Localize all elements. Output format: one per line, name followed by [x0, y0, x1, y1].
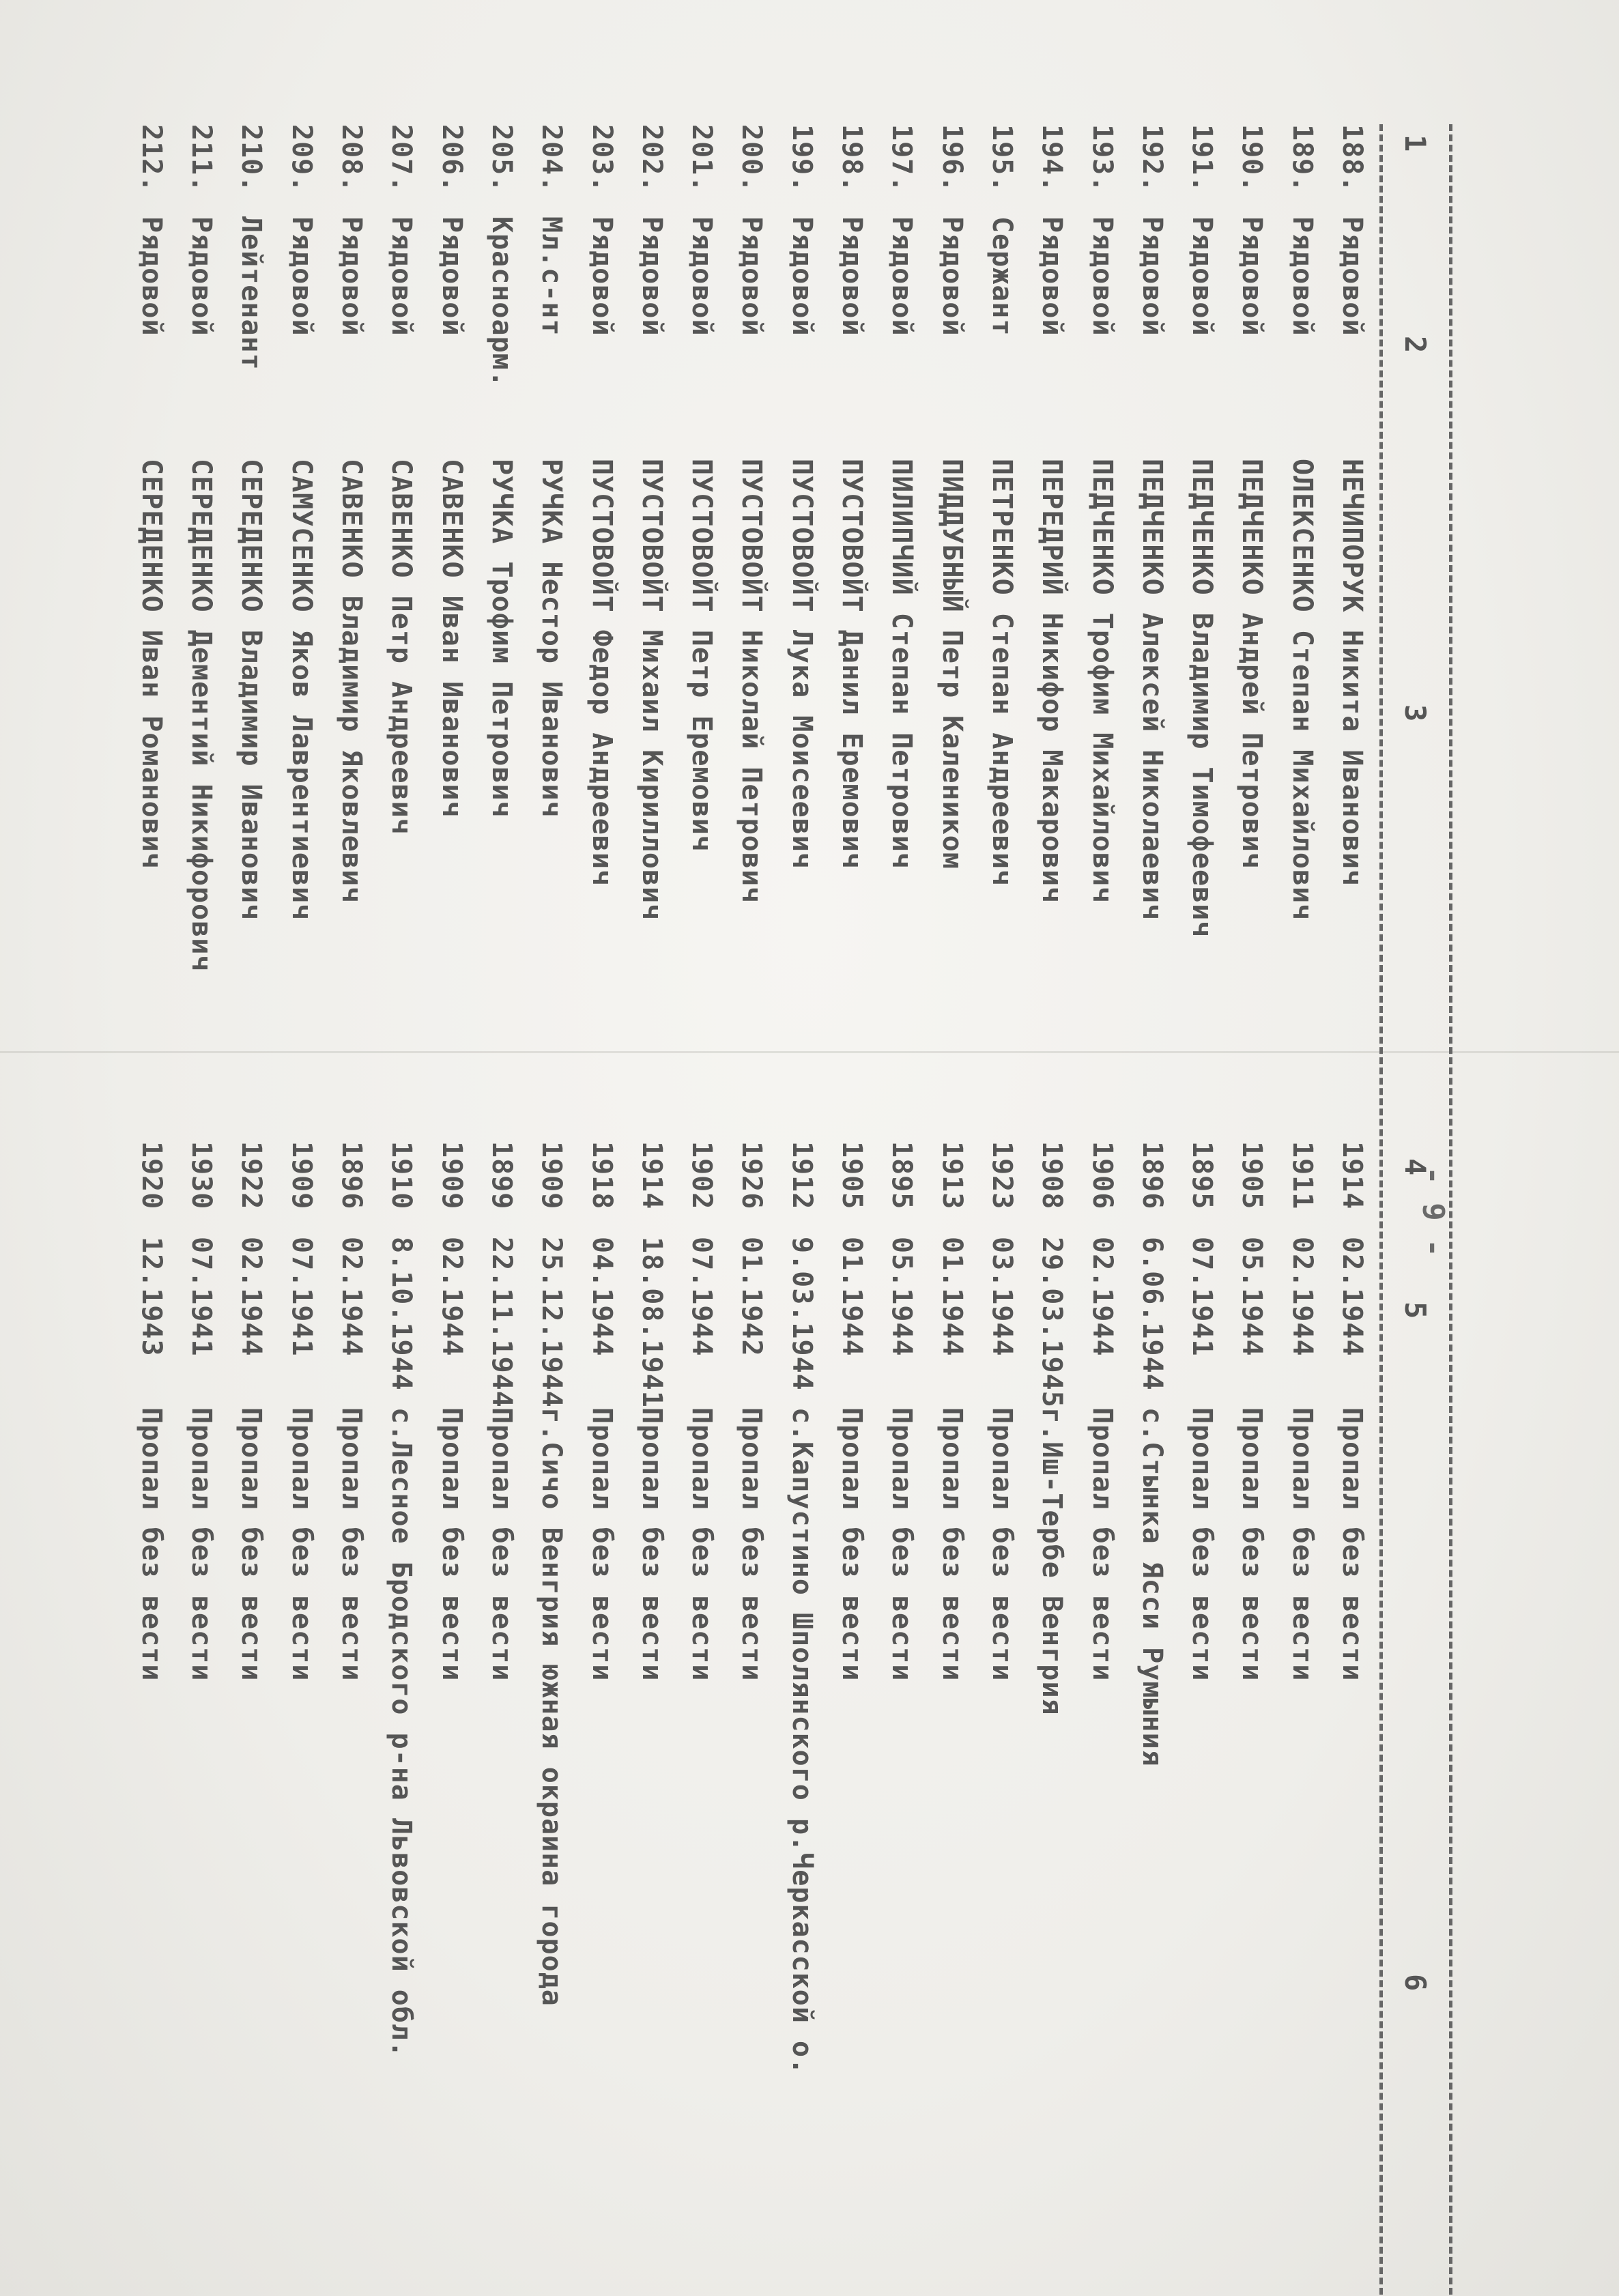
table-row [1322, 124, 1372, 2295]
table-row [1172, 124, 1222, 2295]
row-number: 191. [1186, 124, 1218, 193]
row-number: 209. [285, 124, 317, 193]
row-note: Пропал без вести [485, 1407, 517, 1682]
row-date: 9.03.1944 [786, 1237, 818, 1391]
row-rank: Рядовой [135, 216, 167, 336]
row-date: 8.10.1944 [386, 1237, 418, 1391]
row-note: Пропал без вести [1186, 1407, 1218, 1682]
row-number: 199. [786, 124, 818, 193]
row-rank: Красноарм. [485, 216, 517, 388]
column-header-3: 3 [1399, 704, 1433, 722]
table-row [622, 124, 672, 2295]
row-note: с.Стынка Ясси Румыния [1136, 1407, 1168, 1767]
row-number: 210. [235, 124, 268, 193]
row-name: ОЛЕКСЕНКО Степан Михайлович [1286, 459, 1318, 921]
row-birth-year: 1922 [235, 1141, 268, 1210]
row-name: ПИЛИПЧИЙ Степан Петрович [886, 459, 918, 870]
row-birth-year: 1906 [1086, 1141, 1118, 1210]
row-date: 01.1942 [736, 1237, 768, 1357]
row-rank: Лейтенант [235, 216, 268, 371]
row-name: ПУСТОВОЙТ Федор Андреевич [586, 459, 618, 887]
table-row [972, 124, 1022, 2295]
row-note: Пропал без вести [836, 1407, 868, 1682]
table-row [1022, 124, 1072, 2295]
row-name: СЕРЕДЕНКО Владимир Иванович [235, 459, 268, 921]
row-name: ПУСТОВОЙТ Петр Еремович [686, 459, 718, 852]
table-row [721, 124, 771, 2295]
row-number: 203. [586, 124, 618, 193]
row-note: Пропал без вести [1086, 1407, 1118, 1682]
table-row [571, 124, 621, 2295]
row-name: ПУСТОВОЙТ Михаил Кириллович [635, 459, 668, 921]
row-rank: Рядовой [836, 216, 868, 336]
row-date: 02.1944 [435, 1237, 468, 1357]
row-rank: Рядовой [635, 216, 668, 336]
row-date: 07.1941 [186, 1237, 218, 1357]
row-rank: Рядовой [1136, 216, 1168, 336]
table-row [171, 124, 221, 2295]
table-row [1122, 124, 1172, 2295]
column-header-row [1391, 124, 1440, 2295]
row-date: 03.1944 [986, 1237, 1018, 1357]
row-date: 01.1944 [836, 1237, 868, 1357]
row-date: 02.1944 [1086, 1237, 1118, 1357]
row-number: 194. [1036, 124, 1068, 193]
row-rank: Рядовой [1036, 216, 1068, 336]
table-row [672, 124, 721, 2295]
row-birth-year: 1926 [736, 1141, 768, 1210]
row-birth-year: 1923 [986, 1141, 1018, 1210]
table-row [371, 124, 421, 2295]
row-note: г.Сичо Венгрия южная окраина города [536, 1407, 568, 2007]
row-date: 02.1944 [1336, 1237, 1368, 1357]
row-note: Пропал без вести [686, 1407, 718, 1682]
row-note: Пропал без вести [886, 1407, 918, 1682]
row-rank: Рядовой [686, 216, 718, 336]
row-note: Пропал без вести [1236, 1407, 1268, 1682]
row-name: САВЕНКО Владимир Яковлевич [336, 459, 368, 904]
row-note: Пропал без вести [336, 1407, 368, 1682]
row-rank: Рядовой [886, 216, 918, 336]
row-note: Пропал без вести [235, 1407, 268, 1682]
row-rank: Мл.с-нт [536, 216, 568, 336]
row-number: 197. [886, 124, 918, 193]
row-rank: Рядовой [435, 216, 468, 336]
row-date: 29.03.1945 [1036, 1237, 1068, 1408]
row-birth-year: 1911 [1286, 1141, 1318, 1210]
row-number: 196. [936, 124, 968, 193]
row-date: 12.1943 [135, 1237, 167, 1357]
table-row [472, 124, 521, 2295]
row-name: НЕЧИПОРУК Никита Иванович [1336, 459, 1368, 887]
row-date: 01.1944 [936, 1237, 968, 1357]
row-rank: Рядовой [936, 216, 968, 336]
row-birth-year: 1930 [186, 1141, 218, 1210]
column-header-5: 5 [1399, 1302, 1433, 1319]
row-name: ПУСТОВОЙТ Данил Еремович [836, 459, 868, 870]
row-date: 07.1941 [285, 1237, 317, 1357]
row-note: Пропал без вести [586, 1407, 618, 1682]
row-birth-year: 1914 [635, 1141, 668, 1210]
column-header-2: 2 [1399, 336, 1433, 354]
row-note: с.Лесное Бродского р-на Львовской обл. [386, 1407, 418, 2058]
row-name: ПЕТРЕНКО Степан Андреевич [986, 459, 1018, 887]
row-date: 02.1944 [235, 1237, 268, 1357]
table-row [421, 124, 471, 2295]
table-row [872, 124, 921, 2295]
row-number: 211. [186, 124, 218, 193]
row-rank: Рядовой [386, 216, 418, 336]
row-rank: Сержант [986, 216, 1018, 336]
column-header-4: 4 [1399, 1158, 1433, 1176]
column-header-6: 6 [1399, 1974, 1433, 1992]
row-date: 07.1944 [686, 1237, 718, 1357]
row-birth-year: 1909 [536, 1141, 568, 1210]
row-note: с.Капустино Шполянского р.Черкасской о. [786, 1407, 818, 2076]
row-name: ПУСТОВОЙТ Лука Моисеевич [786, 459, 818, 870]
page-number-text: - 9 - [1416, 1166, 1451, 1257]
table-top-rule [1449, 124, 1452, 2295]
column-header-1: 1 [1399, 134, 1433, 152]
row-name: ПУСТОВОЙТ Николай Петрович [736, 459, 768, 904]
row-birth-year: 1910 [386, 1141, 418, 1210]
row-birth-year: 1920 [135, 1141, 167, 1210]
rotated-table [101, 124, 1466, 2295]
table-header-rule [1379, 124, 1383, 2295]
row-name: СЕРЕДЕНКО Иван Романович [135, 459, 167, 870]
row-name: РУЧКА Трофим Петрович [485, 459, 517, 818]
row-note: Пропал без вести [736, 1407, 768, 1682]
row-birth-year: 1912 [786, 1141, 818, 1210]
row-birth-year: 1908 [1036, 1141, 1068, 1210]
row-date: 25.12.1944 [536, 1237, 568, 1408]
row-number: 189. [1286, 124, 1318, 193]
row-number: 198. [836, 124, 868, 193]
table-row [771, 124, 821, 2295]
row-date: 22.11.1944 [485, 1237, 517, 1408]
row-birth-year: 1895 [1186, 1141, 1218, 1210]
row-birth-year: 1896 [336, 1141, 368, 1210]
row-name: СЕРЕДЕНКО Дементий Никифорович [186, 459, 218, 973]
row-name: ПЕДЧЕНКО Андрей Петрович [1236, 459, 1268, 870]
row-birth-year: 1905 [1236, 1141, 1268, 1210]
row-rank: Рядовой [336, 216, 368, 336]
row-note: Пропал без вести [986, 1407, 1018, 1682]
row-note: Пропал без вести [186, 1407, 218, 1682]
row-date: 05.1944 [886, 1237, 918, 1357]
row-number: 208. [336, 124, 368, 193]
row-birth-year: 1905 [836, 1141, 868, 1210]
row-name: ПЕРЕДРИЙ Никифор Макарович [1036, 459, 1068, 904]
row-birth-year: 1896 [1136, 1141, 1168, 1210]
row-number: 204. [536, 124, 568, 193]
table-row [521, 124, 571, 2295]
row-name: ПЕДЧЕНКО Алексей Николаевич [1136, 459, 1168, 921]
row-date: 02.1944 [1286, 1237, 1318, 1357]
row-note: Пропал без вести [1286, 1407, 1318, 1682]
row-date: 05.1944 [1236, 1237, 1268, 1357]
table-row [822, 124, 872, 2295]
row-name: САВЕНКО Иван Иванович [435, 459, 468, 818]
row-number: 200. [736, 124, 768, 193]
row-name: РУЧКА Нестор Иванович [536, 459, 568, 818]
row-note: Пропал без вести [135, 1407, 167, 1682]
table-row [221, 124, 271, 2295]
table-row [321, 124, 371, 2295]
row-note: Пропал без вести [435, 1407, 468, 1682]
row-birth-year: 1895 [886, 1141, 918, 1210]
row-name: ПИДДУБНЫЙ Петр Калеником [936, 459, 968, 870]
row-number: 195. [986, 124, 1018, 193]
row-rank: Рядовой [736, 216, 768, 336]
row-rank: Рядовой [1336, 216, 1368, 336]
row-date: 04.1944 [586, 1237, 618, 1357]
row-name: САМУСЕНКО Яков Лаврентиевич [285, 459, 317, 921]
table-row [121, 124, 171, 2295]
row-rank: Рядовой [586, 216, 618, 336]
row-rank: Рядовой [1086, 216, 1118, 336]
row-number: 206. [435, 124, 468, 193]
row-date: 07.1941 [1186, 1237, 1218, 1357]
row-note: г.Иш-Тербе Венгрия [1036, 1407, 1068, 1716]
row-date: 6.06.1944 [1136, 1237, 1168, 1391]
row-number: 193. [1086, 124, 1118, 193]
table-row [1272, 124, 1321, 2295]
row-rank: Рядовой [1236, 216, 1268, 336]
row-number: 212. [135, 124, 167, 193]
row-rank: Рядовой [285, 216, 317, 336]
table-row [1222, 124, 1272, 2295]
row-number: 192. [1136, 124, 1168, 193]
row-birth-year: 1913 [936, 1141, 968, 1210]
row-rank: Рядовой [786, 216, 818, 336]
table-row [1072, 124, 1121, 2295]
row-birth-year: 1899 [485, 1141, 517, 1210]
row-birth-year: 1909 [285, 1141, 317, 1210]
row-number: 190. [1236, 124, 1268, 193]
row-number: 201. [686, 124, 718, 193]
row-note: Пропал без вести [936, 1407, 968, 1682]
row-birth-year: 1902 [686, 1141, 718, 1210]
row-name: ПЕДЧЕНКО Трофим Михайлович [1086, 459, 1118, 904]
row-date: 18.08.1941 [635, 1237, 668, 1408]
row-number: 205. [485, 124, 517, 193]
row-birth-year: 1909 [435, 1141, 468, 1210]
row-number: 202. [635, 124, 668, 193]
row-note: Пропал без вести [635, 1407, 668, 1682]
row-number: 188. [1336, 124, 1368, 193]
row-rank: Рядовой [1186, 216, 1218, 336]
row-number: 207. [386, 124, 418, 193]
row-birth-year: 1914 [1336, 1141, 1368, 1210]
row-rank: Рядовой [186, 216, 218, 336]
row-name: САВЕНКО Петр Андреевич [386, 459, 418, 835]
row-note: Пропал без вести [285, 1407, 317, 1682]
row-note: Пропал без вести [1336, 1407, 1368, 1682]
row-birth-year: 1918 [586, 1141, 618, 1210]
row-rank: Рядовой [1286, 216, 1318, 336]
table-row [921, 124, 971, 2295]
row-name: ПЕДЧЕНКО Владимир Тимофеевич [1186, 459, 1218, 938]
table-body [121, 124, 1372, 2295]
row-date: 02.1944 [336, 1237, 368, 1357]
table-row [271, 124, 321, 2295]
